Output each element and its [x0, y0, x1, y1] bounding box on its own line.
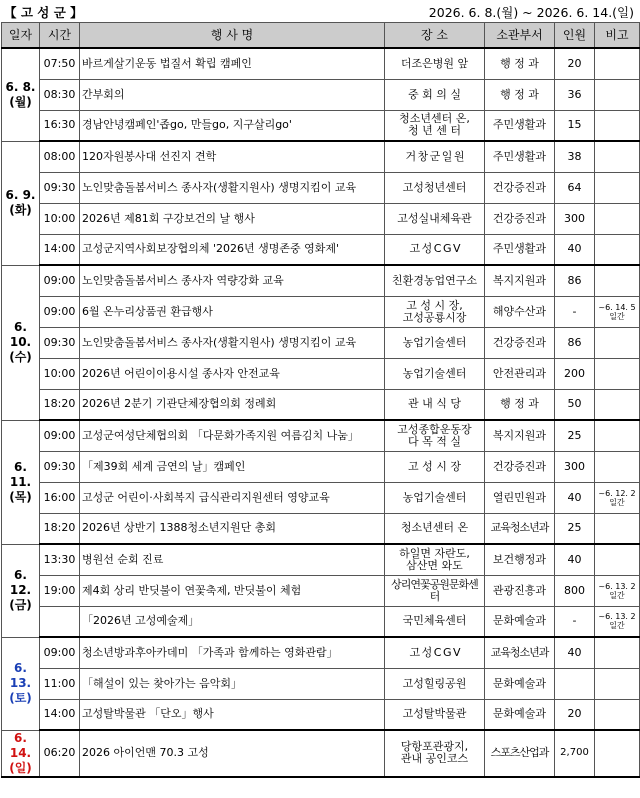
event-count: [555, 668, 595, 699]
event-title-text: 2026 아이언맨 70.3 고성: [82, 746, 209, 760]
org-title: 【 고 성 군 】: [4, 5, 83, 20]
event-title: [80, 358, 385, 389]
event-time: 16:00: [40, 482, 80, 513]
event-title: [80, 265, 385, 296]
event-title-text: 「2026년 고성예술제」: [82, 614, 200, 628]
table-header-row: [2, 23, 640, 49]
day-weekday: (목): [9, 489, 32, 504]
table-row: [2, 203, 640, 234]
event-place: 고 성 시 장, 고성공룡시장: [385, 296, 485, 327]
event-note: [595, 637, 640, 668]
day-weekday: (화): [9, 203, 32, 217]
day-cell: [2, 48, 40, 141]
event-note: ~6. 14. 5일간: [595, 296, 640, 327]
event-note: ~6. 13. 2일간: [595, 606, 640, 637]
event-count: -: [555, 296, 595, 327]
event-place: 당항포관광지, 관내 공인코스: [385, 730, 485, 777]
event-note: [595, 389, 640, 420]
event-dept: 열린민원과: [485, 482, 555, 513]
event-count: -: [555, 606, 595, 637]
day-date: 6. 11.: [9, 459, 32, 489]
day-cell: [2, 420, 40, 544]
event-note: [595, 513, 640, 544]
event-title-text: 2026년 어린이이용시설 종사자 안전교육: [82, 366, 280, 380]
schedule-table: [1, 22, 640, 778]
event-note: [595, 358, 640, 389]
event-title-text: 6월 온누리상품권 환급행사: [82, 304, 213, 318]
event-count: 40: [555, 544, 595, 575]
event-place: 고성힐링공원: [385, 668, 485, 699]
event-dept: 문화예술과: [485, 699, 555, 730]
event-title-text: 2026년 제81회 구강보건의 날 행사: [82, 211, 255, 225]
event-title-text: 고성군지역사회보장협의체 '2026년 생명존중 영화제': [82, 242, 340, 256]
day-date: 6. 8.: [5, 79, 36, 94]
day-weekday: (토): [9, 691, 32, 705]
table-row: [2, 606, 640, 637]
table-row: [2, 637, 640, 668]
event-time: 13:30: [40, 544, 80, 575]
event-count: 800: [555, 575, 595, 606]
table-row: [2, 327, 640, 358]
event-dept: 안전관리과: [485, 358, 555, 389]
event-title: [80, 544, 385, 575]
event-place: 고성종합운동장 다 목 적 실: [385, 420, 485, 451]
event-time: [40, 606, 80, 637]
event-place: 상리연꽃공원문화센터: [385, 575, 485, 606]
schedule-body: [2, 48, 640, 777]
table-row: [2, 296, 640, 327]
event-place: 청소년센터 온, 청 년 센 터: [385, 110, 485, 141]
event-dept: 건강증진과: [485, 327, 555, 358]
event-count: 300: [555, 203, 595, 234]
event-place: 고 성 시 장: [385, 451, 485, 482]
event-title-text: 노인맞춤돌봄서비스 종사자(생활지원사) 생명지킴이 교육: [82, 180, 357, 194]
event-note: [595, 110, 640, 141]
day-weekday: (월): [9, 94, 32, 109]
event-title-text: 「해설이 있는 찾아가는 음악회」: [82, 676, 243, 690]
day-date: 6. 10.: [9, 320, 32, 349]
event-title: [80, 141, 385, 172]
event-dept: 복지지원과: [485, 420, 555, 451]
event-count: 25: [555, 420, 595, 451]
col-header-time: 시간: [40, 23, 80, 49]
event-dept: 교육청소년과: [485, 637, 555, 668]
day-weekday: (금): [9, 598, 32, 612]
event-note: [595, 699, 640, 730]
event-note: [595, 451, 640, 482]
event-time: 11:00: [40, 668, 80, 699]
event-title: [80, 327, 385, 358]
col-header-event: 행 사 명: [80, 23, 385, 49]
event-place: 하일면 자란도, 삼산면 와도: [385, 544, 485, 575]
event-note: [595, 48, 640, 79]
event-note: [595, 172, 640, 203]
event-time: 18:20: [40, 513, 80, 544]
day-weekday: (수): [9, 350, 32, 364]
event-note: [595, 544, 640, 575]
table-row: [2, 730, 640, 777]
event-time: 09:00: [40, 265, 80, 296]
table-row: [2, 110, 640, 141]
event-count: 200: [555, 358, 595, 389]
event-place: 국민체육센터: [385, 606, 485, 637]
event-title-text: 고성군여성단체협의회 「다문화가족지원 여름김치 나눔」: [82, 428, 359, 442]
event-count: 36: [555, 79, 595, 110]
event-dept: 교육청소년과: [485, 513, 555, 544]
event-count: 300: [555, 451, 595, 482]
event-place: 농업기술센터: [385, 327, 485, 358]
event-time: 19:00: [40, 575, 80, 606]
event-place: 농업기술센터: [385, 482, 485, 513]
col-header-dept: 소관부서: [485, 23, 555, 49]
event-title: [80, 513, 385, 544]
event-dept: 주민생활과: [485, 141, 555, 172]
event-dept: 주민생활과: [485, 234, 555, 265]
event-note: [595, 668, 640, 699]
day-cell: [2, 141, 40, 265]
table-row: [2, 79, 640, 110]
event-note: [595, 203, 640, 234]
table-row: [2, 389, 640, 420]
event-note: [595, 234, 640, 265]
table-row: [2, 265, 640, 296]
event-time: 08:00: [40, 141, 80, 172]
day-date: 6. 12.: [9, 568, 32, 597]
event-time: 10:00: [40, 203, 80, 234]
event-dept: 복지지원과: [485, 265, 555, 296]
event-count: 40: [555, 482, 595, 513]
event-count: 86: [555, 327, 595, 358]
event-title: [80, 575, 385, 606]
event-note: [595, 420, 640, 451]
event-dept: 보건행정과: [485, 544, 555, 575]
event-place: 고 성 C G V: [385, 637, 485, 668]
event-title: [80, 389, 385, 420]
event-dept: 주민생활과: [485, 110, 555, 141]
event-dept: 문화예술과: [485, 668, 555, 699]
table-row: [2, 699, 640, 730]
event-count: 40: [555, 234, 595, 265]
event-count: 64: [555, 172, 595, 203]
table-row: [2, 575, 640, 606]
event-title-text: 고성탈박물관 「단오」행사: [82, 707, 214, 721]
table-row: [2, 482, 640, 513]
event-time: 09:00: [40, 296, 80, 327]
event-place: 고성실내체육관: [385, 203, 485, 234]
table-row: [2, 513, 640, 544]
event-count: 50: [555, 389, 595, 420]
event-title: [80, 451, 385, 482]
event-count: 38: [555, 141, 595, 172]
event-title: [80, 48, 385, 79]
event-place: 농업기술센터: [385, 358, 485, 389]
event-count: 40: [555, 637, 595, 668]
event-count: 20: [555, 699, 595, 730]
day-cell: [2, 730, 40, 777]
event-title-text: 2026년 2분기 기관단체장협의회 정례회: [82, 397, 277, 411]
event-place: 고성탈박물관: [385, 699, 485, 730]
event-title-text: 고성군 어린이·사회복지 급식관리지원센터 영양교육: [82, 490, 330, 504]
event-place: 고성청년센터: [385, 172, 485, 203]
day-date: 6. 13.: [9, 661, 32, 690]
event-count: 2,700: [555, 730, 595, 777]
event-time: 08:30: [40, 79, 80, 110]
event-title: [80, 296, 385, 327]
event-title: [80, 203, 385, 234]
event-title: [80, 172, 385, 203]
event-place: 친환경농업연구소: [385, 265, 485, 296]
event-title-text: 「제39회 세계 금연의 날」캠페인: [82, 459, 246, 473]
event-time: 14:00: [40, 699, 80, 730]
table-row: [2, 420, 640, 451]
event-count: 25: [555, 513, 595, 544]
col-header-note: 비고: [595, 23, 640, 49]
event-title: [80, 110, 385, 141]
event-note: ~6. 12. 2일간: [595, 482, 640, 513]
event-title: [80, 730, 385, 777]
table-row: [2, 48, 640, 79]
event-time: 16:30: [40, 110, 80, 141]
event-count: 86: [555, 265, 595, 296]
event-title-text: 청소년방과후아카데미 「가족과 함께하는 영화관람」: [82, 645, 338, 659]
event-dept: 관광진흥과: [485, 575, 555, 606]
table-row: [2, 234, 640, 265]
day-cell: [2, 544, 40, 637]
event-dept: 건강증진과: [485, 203, 555, 234]
event-dept: 행 정 과: [485, 48, 555, 79]
event-time: 09:30: [40, 172, 80, 203]
event-title-text: 병원선 순회 진료: [82, 552, 164, 566]
event-title: [80, 234, 385, 265]
col-header-date: 일자: [2, 23, 40, 49]
event-time: 09:00: [40, 637, 80, 668]
event-place: 청소년센터 온: [385, 513, 485, 544]
event-time: 06:20: [40, 730, 80, 777]
event-place: 더조은병원 앞: [385, 48, 485, 79]
event-title-text: 간부회의: [82, 87, 125, 101]
event-dept: 건강증진과: [485, 451, 555, 482]
table-row: [2, 358, 640, 389]
day-date: 6. 14.: [9, 730, 32, 760]
event-count: 20: [555, 48, 595, 79]
event-time: 09:30: [40, 451, 80, 482]
event-title-text: 바르게살기운동 법질서 확립 캠페인: [82, 56, 252, 70]
event-time: 14:00: [40, 234, 80, 265]
event-dept: 스포츠산업과: [485, 730, 555, 777]
event-title: [80, 668, 385, 699]
event-dept: 건강증진과: [485, 172, 555, 203]
event-title: [80, 606, 385, 637]
event-title-text: 120자원봉사대 선진지 견학: [82, 149, 217, 163]
event-dept: 행 정 과: [485, 389, 555, 420]
event-title-text: 노인맞춤돌봄서비스 종사자 역량강화 교육: [82, 273, 284, 287]
event-time: 09:30: [40, 327, 80, 358]
event-time: 18:20: [40, 389, 80, 420]
period-range: 2026. 6. 8.(월) ~ 2026. 6. 14.(일): [428, 5, 634, 20]
event-place: 관 내 식 당: [385, 389, 485, 420]
table-row: [2, 141, 640, 172]
event-time: 07:50: [40, 48, 80, 79]
event-time: 09:00: [40, 420, 80, 451]
report-header: [0, 0, 640, 22]
table-row: [2, 668, 640, 699]
event-dept: 행 정 과: [485, 79, 555, 110]
day-cell: [2, 265, 40, 420]
event-title-text: 경남안녕캠페인'좁go, 만들go, 지구살리go': [82, 118, 292, 132]
event-place: 거 창 군 일 원: [385, 141, 485, 172]
event-place: 고 성 C G V: [385, 234, 485, 265]
table-row: [2, 172, 640, 203]
event-title: [80, 482, 385, 513]
event-note: [595, 265, 640, 296]
event-note: [595, 79, 640, 110]
event-title: [80, 699, 385, 730]
event-time: 10:00: [40, 358, 80, 389]
event-dept: 해양수산과: [485, 296, 555, 327]
event-note: [595, 327, 640, 358]
event-place: 중 회 의 실: [385, 79, 485, 110]
table-row: [2, 451, 640, 482]
event-note: [595, 141, 640, 172]
event-title: [80, 420, 385, 451]
event-dept: 문화예술과: [485, 606, 555, 637]
event-title-text: 제4회 상리 반딧불이 연꽃축제, 반딧불이 체험: [82, 583, 302, 597]
event-title: [80, 79, 385, 110]
event-count: 15: [555, 110, 595, 141]
col-header-place: 장 소: [385, 23, 485, 49]
col-header-count: 인원: [555, 23, 595, 49]
event-note: [595, 730, 640, 777]
event-note: ~6. 13. 2일간: [595, 575, 640, 606]
table-row: [2, 544, 640, 575]
event-title-text: 2026년 상반기 1388청소년지원단 총회: [82, 521, 276, 535]
day-weekday: (일): [9, 760, 32, 775]
event-title-text: 노인맞춤돌봄서비스 종사자(생활지원사) 생명지킴이 교육: [82, 335, 357, 349]
event-title: [80, 637, 385, 668]
day-cell: [2, 637, 40, 730]
day-date: 6. 9.: [5, 188, 36, 202]
